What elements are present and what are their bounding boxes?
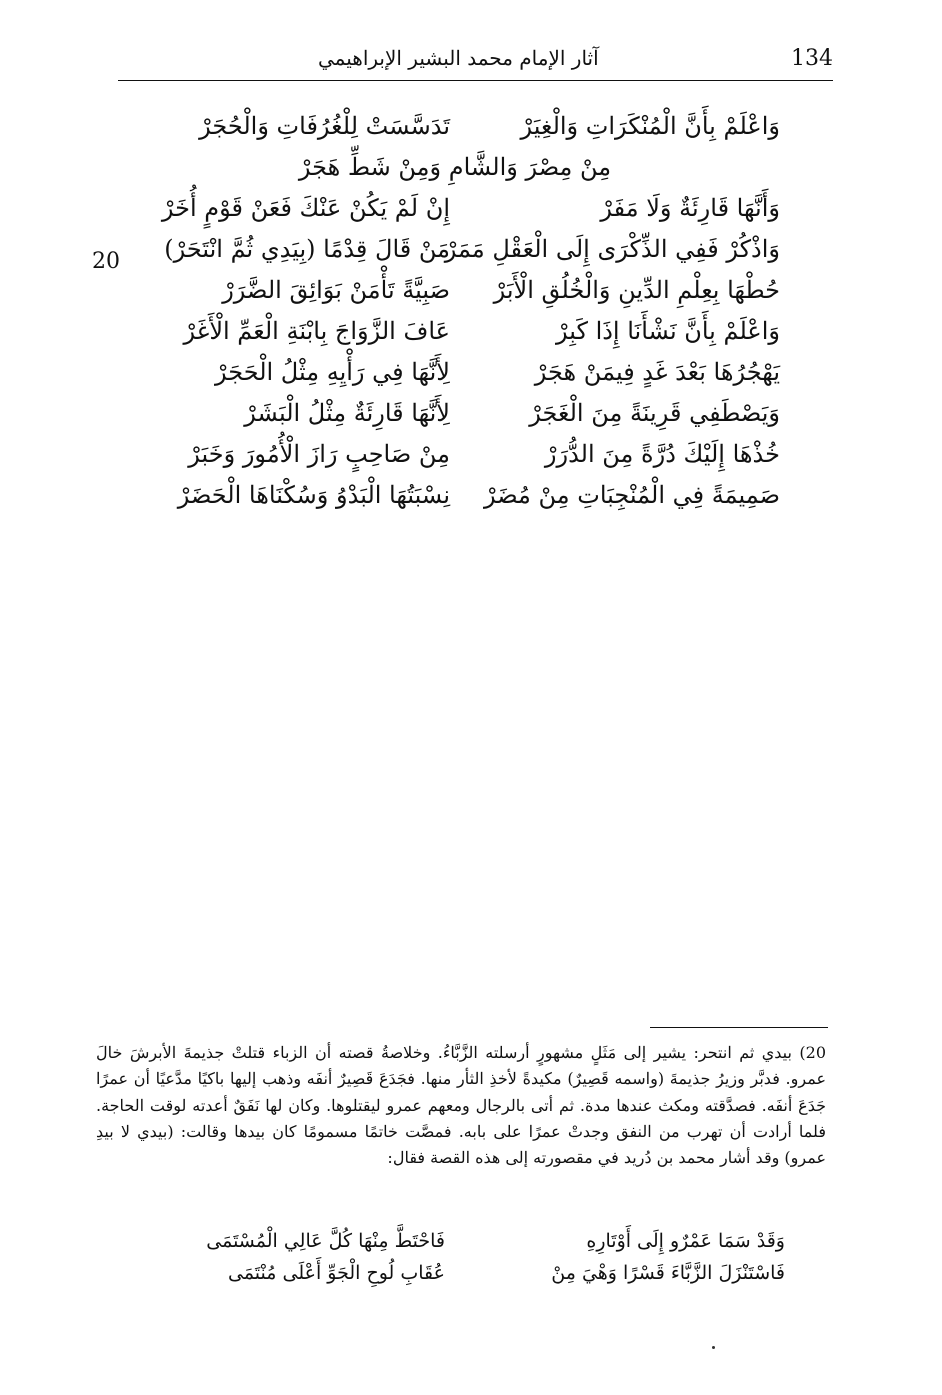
verse [130, 399, 780, 440]
first-hemistich: يَهْجُرُهَا بَعْدَ غَدٍ فِيمَنْ هَجَرْ [534, 358, 780, 386]
second-hemistich: فَاحْتَطَّ مِنْهَا كُلَّ عَالِي الْمُسْتَمَى [206, 1230, 445, 1252]
poem [130, 112, 780, 522]
second-hemistich: مِنْ صَاحِبٍ رَازَ الْأُمُورَ وَخَبَرْ [188, 440, 450, 468]
first-hemistich: وَأَنَّهَا قَارِئَةٌ وَلَا مَفَرْ [600, 194, 780, 222]
first-hemistich: فَاسْتَنْزَلَ الزَّبَّاءَ قَسْرًا وَهْيَ مِنْ [551, 1262, 785, 1284]
verse [130, 112, 780, 153]
first-hemistich: وَيَصْطَفِي قَرِينَةً مِنَ الْغَجَرْ [529, 399, 780, 427]
line-number: 20 [92, 249, 120, 274]
second-hemistich: إِنْ لَمْ يَكُنْ عَنْكَ فَعَنْ قَوْمٍ أُخَرْ [161, 194, 450, 222]
verse [125, 1230, 785, 1262]
second-hemistich: لِأَنَّهَا قَارِئَةٌ مِثْلُ الْبَشَرْ [244, 399, 450, 427]
scan-speck [712, 1346, 715, 1349]
verse-line: مِنْ مِصْرَ وَالشَّامِ وَمِنْ شَطِّ هَجَرْ [298, 153, 612, 181]
running-title: آثار الإمام محمد البشير الإبراهيمي [318, 46, 599, 70]
second-hemistich: صَبِيَّةً تَأْمَنْ بَوَائِقَ الضَّرَرْ [222, 276, 450, 304]
first-hemistich: حُطْهَا بِعِلْمِ الدِّينِ وَالْخُلُقِ الْأَبَرْ [493, 276, 780, 304]
verse [130, 358, 780, 399]
verse [130, 194, 780, 235]
verse [130, 440, 780, 481]
second-hemistich: عُقَابِ لُوحِ الْجَوِّ أَعْلَى مُنْتَمَى [227, 1262, 445, 1284]
first-hemistich: وَاعْلَمْ بِأَنَّ الْمُنْكَرَاتِ وَالْغِيَرْ [520, 112, 780, 140]
first-hemistich: وَقَدْ سَمَا عَمْرٌو إِلَى أَوْتَارِهِ [586, 1230, 785, 1252]
footnote-text: بيدي ثم انتحر: يشير إلى مَثَلٍ مشهورٍ أرسلته الزَّبَّاءُ. وخلاصةُ قصته أن الزباء قتلتْ جذيمةَ الأبرشَ خالَ عمرو. فدبَّر وزيرُ جذيمةَ (واسمه قَصِيرٌ) مكيدةً لأخذِ الثأر منها. فجَدَعَ قَصِيرٌ أنفَه وذهب إليها باكيًا مدَّعيًا أن عمرًا جَدَعَ أنفَه. فصدَّقته ومكث عندها مدة. ثم أتى بالرجال ومعهم عمرو ليقتلوها. وكان لها نَفَقٌ أعدته لوقت الحاجة. فلما أرادت أن تهرب من النفق وجدتْ عمرًا على بابه. فمصَّت خاتمًا مسمومًا كان بيدها وقالت: (بيدي لا بيدِ عمرو) وقد أشار محمد بن دُريد في مقصورته إلى هذه القصة فقال: [96, 1043, 827, 1168]
footnote-number: 20) [799, 1043, 826, 1062]
footnote-poem [125, 1230, 785, 1294]
footnote-rule [650, 1027, 828, 1028]
verse [130, 153, 780, 194]
verse [130, 276, 780, 317]
first-hemistich: صَمِيمَةً فِي الْمُنْجِبَاتِ مِنْ مُضَرْ [483, 481, 780, 509]
second-hemistich: مَنْ قَالَ قِدْمًا (بِيَدِي ثُمَّ انْتَحَرْ) [164, 235, 450, 263]
header-rule [118, 80, 833, 81]
first-hemistich: خُذْهَا إِلَيْكَ دُرَّةً مِنَ الدُّرَرْ [544, 440, 780, 468]
second-hemistich: نِسْبَتُهَا الْبَدْوُ وَسُكْنَاهَا الْحَضَرْ [177, 481, 450, 509]
second-hemistich: لِأَنَّهَا فِي رَأْيِهِ مِثْلُ الْحَجَرْ [214, 358, 450, 386]
first-hemistich: وَاذْكُرْ فَفِي الذِّكْرَى إِلَى الْعَقْلِ مَمَرْ [444, 235, 780, 263]
second-hemistich: تَدَسَّسَتْ لِلْغُرُفَاتِ وَالْحُجَرْ [199, 112, 450, 140]
verse [130, 481, 780, 522]
verse [125, 1262, 785, 1294]
verse [130, 317, 780, 358]
verse [130, 235, 780, 276]
first-hemistich: وَاعْلَمْ بِأَنَّ نَشْأَنَا إِذَا كَبِرْ [556, 317, 780, 345]
page-number: 134 [791, 46, 833, 71]
footnote [96, 1040, 826, 1171]
running-header [118, 44, 833, 78]
second-hemistich: عَافَ الزَّوَاجَ بِابْنَةِ الْعَمِّ الْأَغَرْ [183, 317, 450, 345]
